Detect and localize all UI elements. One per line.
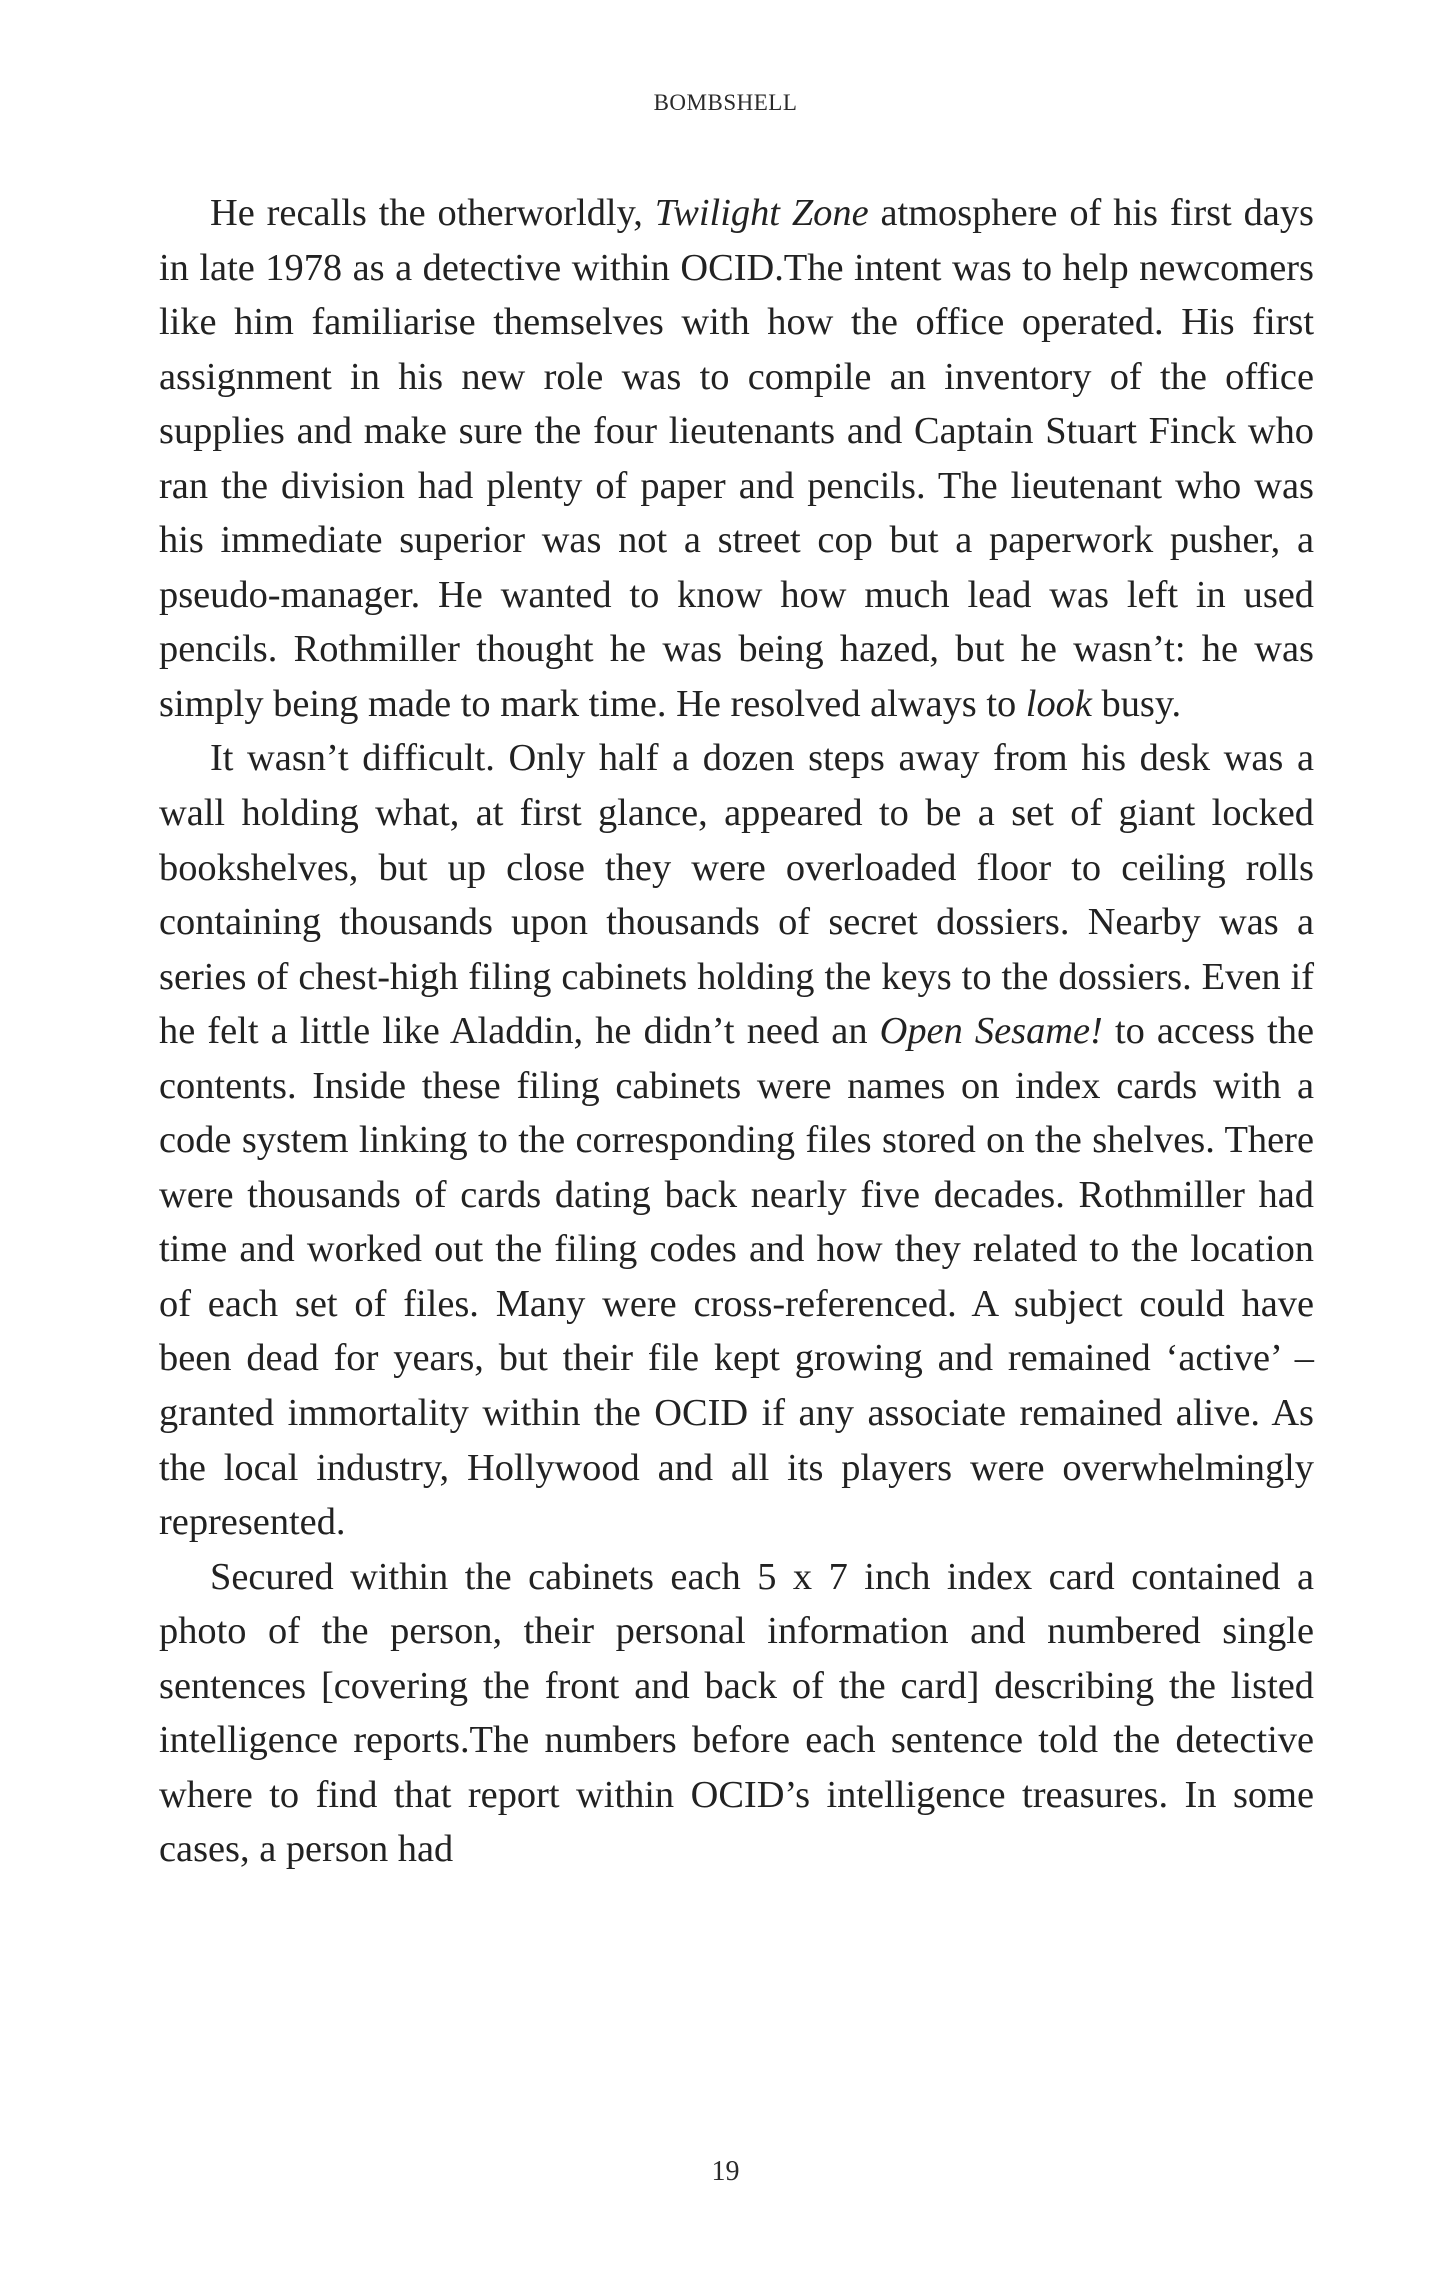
paragraph (159, 1550, 1314, 1877)
body-text (159, 186, 1314, 1877)
text-run: He recalls the otherworldly, (210, 192, 655, 234)
italic-phrase: Open Sesame! (879, 1010, 1103, 1053)
page-number: 19 (711, 2156, 740, 2187)
text-run: Secured within the cabinets each 5 x 7 inch index card contained a photo of the person, their personal information and numbered single sentences [covering the front and back of the card] describing the listed intelligence reports.The numbers before each sentence told the detective where to find that report within OCID’s intelligence treasures. In some cases, a person had (159, 1555, 1314, 1871)
italic-emphasis: look (1025, 682, 1092, 725)
text-run: to access the contents. Inside these filing cabinets were names on index cards with a code system linking to the corresponding files stored on the shelves. There were thousands of cards dating back nearly five decades. Rothmiller had time and worked out the filing codes and how they related to the location of each set of files. Many were cross-referenced. A subject could have been dead for years, but their file kept growing and remained ‘active’ – granted immortality within the OCID if any associate remained alive. As the local industry, Hollywood and all its players were overwhelmingly represented. (159, 1010, 1314, 1544)
italic-title: Twilight Zone (654, 192, 869, 234)
text-run: atmosphere of his first days in late 1978 as a detective within OCID.The intent was to help newcomers like him familiarise themselves with how the office operated. His first assignment in his new role was to compile an inventory of the office supplies and make sure the four lieutenants and Captain Stuart Finck who ran the division had plenty of paper and pencils. The lieutenant who was his immediate superior was not a street cop but a paperwork pusher, a pseudo-manager. He wanted to know how much lead was left in used pencils. Rothmiller thought he was being hazed, but he wasn’t: he was simply being made to mark time. He resolved always to (159, 192, 1314, 725)
text-run: busy. (1091, 682, 1182, 725)
running-head: BOMBSHELL (653, 90, 798, 115)
text-run: It wasn’t difficult. Only half a dozen steps away from his desk was a wall holding what, at first glance, appeared to be a set of giant locked bookshelves, but up close they were overloaded floor to ceiling rolls containing thousands upon thousands of secret dossiers. Nearby was a series of chest-high filing cabinets holding the keys to the dossiers. Even if he felt a little like Aladdin, he didn’t need an (159, 737, 1314, 1053)
paragraph (159, 731, 1314, 1549)
paragraph (159, 186, 1314, 731)
